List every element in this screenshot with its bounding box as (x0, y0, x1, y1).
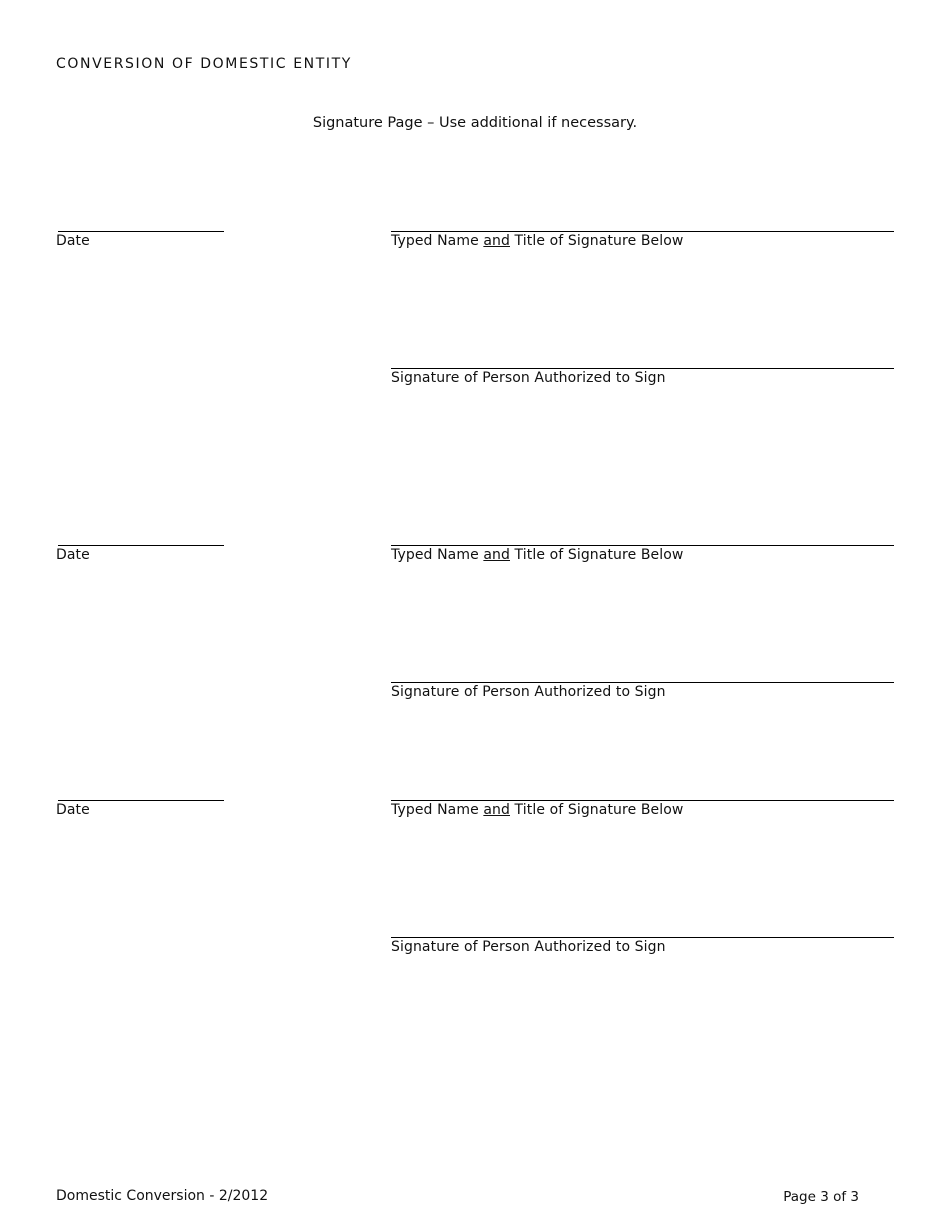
typed-name-label-start: Typed Name (391, 547, 484, 563)
typed-name-label (391, 233, 683, 249)
typed-name-label-and: and (483, 233, 510, 249)
typed-name-label-start: Typed Name (391, 802, 484, 818)
page-title: CONVERSION OF DOMESTIC ENTITY (56, 56, 352, 72)
typed-name-label-start: Typed Name (391, 233, 484, 249)
typed-name-label (391, 547, 683, 563)
date-label: Date (56, 547, 90, 563)
typed-name-label-and: and (483, 547, 510, 563)
typed-name-line (391, 231, 894, 232)
footer-page-number: Page 3 of 3 (783, 1189, 859, 1205)
signature-label: Signature of Person Authorized to Sign (391, 939, 666, 955)
signature-line (391, 682, 894, 683)
typed-name-label-end: Title of Signature Below (510, 547, 684, 563)
date-line (58, 545, 224, 546)
typed-name-line (391, 800, 894, 801)
page-subtitle: Signature Page – Use additional if necessary. (312, 115, 638, 131)
signature-label: Signature of Person Authorized to Sign (391, 684, 666, 700)
signature-line (391, 368, 894, 369)
typed-name-label (391, 802, 683, 818)
date-label: Date (56, 802, 90, 818)
date-label: Date (56, 233, 90, 249)
footer-form-id: Domestic Conversion - 2/2012 (56, 1188, 269, 1204)
typed-name-label-end: Title of Signature Below (510, 233, 684, 249)
signature-line (391, 937, 894, 938)
typed-name-label-and: and (483, 802, 510, 818)
date-line (58, 800, 224, 801)
signature-label: Signature of Person Authorized to Sign (391, 370, 666, 386)
typed-name-label-end: Title of Signature Below (510, 802, 684, 818)
typed-name-line (391, 545, 894, 546)
date-line (58, 231, 224, 232)
